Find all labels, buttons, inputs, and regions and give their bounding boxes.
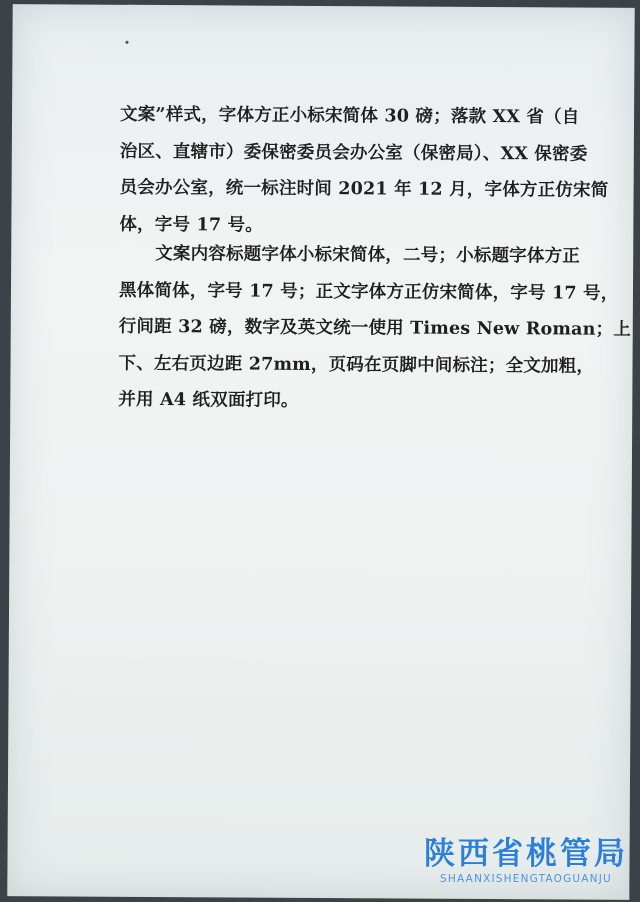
watermark xyxy=(424,836,628,886)
paragraph-2-line: 行间距 32 磅，数字及英文统一使用 Times New Roman；上 xyxy=(118,316,632,340)
paragraph-2 xyxy=(118,236,632,421)
paragraph-1 xyxy=(119,97,609,246)
paragraph-2-line: 文案内容标题字体小标宋简体，二号；小标题字体方正 xyxy=(155,243,581,267)
watermark-subtitle: SHAANXISHENGTAOGUANJU xyxy=(440,873,612,885)
speck-mark xyxy=(125,41,128,44)
paragraph-2-line: 并用 A4 纸双面打印。 xyxy=(118,389,299,411)
paragraph-1-line: 员会办公室，统一标注时间 2021 年 12 月，字体方正仿宋简 xyxy=(119,177,609,201)
paragraph-1-line: 治区、直辖市）委保密委员会办公室（保密局）、XX 保密委 xyxy=(119,141,588,165)
paragraph-1-line: 体，字号 17 号。 xyxy=(119,214,263,236)
paper-page xyxy=(7,4,634,900)
paragraph-2-line: 黑体简体，字号 17 号；正文字体方正仿宋简体，字号 17 号， xyxy=(118,280,619,304)
watermark-title: 陕西省桃管局 xyxy=(424,836,628,872)
paragraph-1-line: 文案”样式，字体方正小标宋简体 30 磅；落款 XX 省（自 xyxy=(119,104,580,128)
paragraph-2-line: 下、左右页边距 27mm，页码在页脚中间标注；全文加粗， xyxy=(118,353,595,377)
